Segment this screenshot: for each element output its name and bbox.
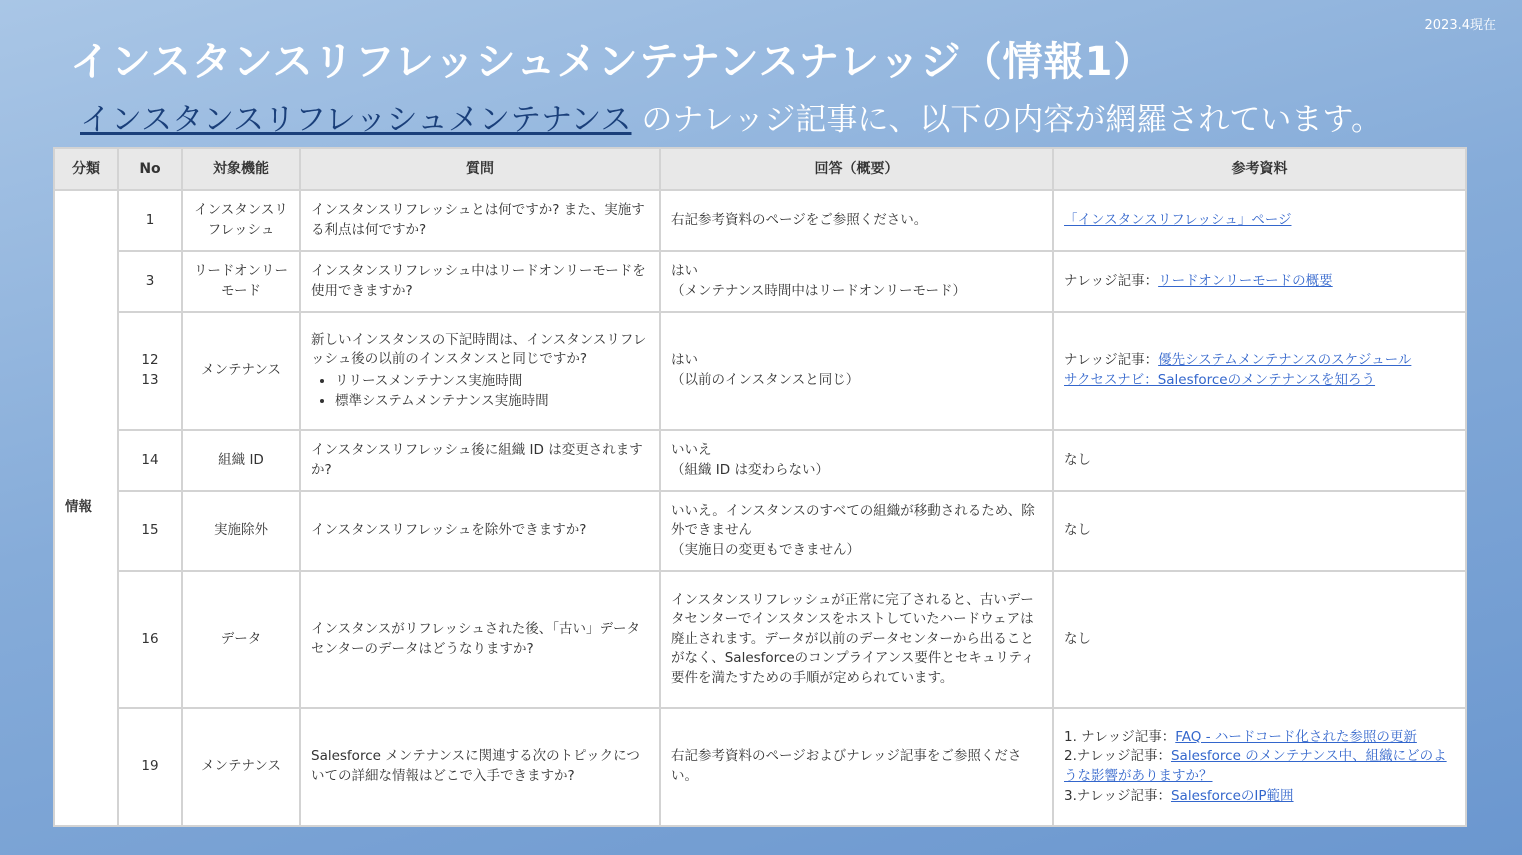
no-cell: 15 xyxy=(118,491,182,571)
question-bullet: • 標準システムメンテナンス実施時間 xyxy=(335,392,649,412)
table-row xyxy=(54,708,1466,826)
table-header-row xyxy=(54,148,1466,190)
reference-cell xyxy=(1053,312,1466,430)
feature-cell: リードオンリーモード xyxy=(182,251,300,312)
answer-cell: はい （以前のインスタンスと同じ） xyxy=(660,312,1053,430)
reference-prefix: ナレッジ記事： xyxy=(1064,352,1159,369)
answer-cell: いいえ。インスタンスのすべての組織が移動されるため、除外できません （実施日の変更もできません） xyxy=(660,491,1053,571)
header-question: 質問 xyxy=(300,148,660,190)
no-cell: 16 xyxy=(118,571,182,708)
reference-cell xyxy=(1053,708,1466,826)
no-cell: 1 xyxy=(118,190,182,251)
table-row xyxy=(54,430,1466,491)
answer-cell: インスタンスリフレッシュが正常に完了されると、古いデータセンターでインスタンスをホストしていたハードウェアは廃止されます。データが以前のデータセンターから出ることがなく、Salesforceのコンプライアンス要件とセキュリティ要件を満たすための手順が定められています。 xyxy=(660,571,1053,708)
question-cell: Salesforce メンテナンスに関連する次のトピックについての詳細な情報はどこで入手できますか? xyxy=(300,708,660,826)
feature-cell: メンテナンス xyxy=(182,708,300,826)
table-row xyxy=(54,251,1466,312)
table-row xyxy=(54,312,1466,430)
table-row xyxy=(54,190,1466,251)
reference-link[interactable]: SalesforceのIP範囲 xyxy=(1170,787,1294,804)
header-feature: 対象機能 xyxy=(182,148,300,190)
feature-cell: 実施除外 xyxy=(182,491,300,571)
answer-cell: はい （メンテナンス時間中はリードオンリーモード） xyxy=(660,251,1053,312)
reference-prefix: ナレッジ記事： xyxy=(1064,272,1159,289)
knowledge-table xyxy=(53,147,1467,827)
question-cell: インスタンスリフレッシュとは何ですか? また、実施する利点は何ですか? xyxy=(300,190,660,251)
page-title: インスタンスリフレッシュメンテナンスナレッジ（情報1） xyxy=(70,39,1155,85)
subtitle-text: のナレッジ記事に、以下の内容が網羅されています。 xyxy=(631,102,1382,138)
reference-prefix: 1. ナレッジ記事： xyxy=(1064,728,1176,745)
table-row xyxy=(54,491,1466,571)
question-cell: インスタンスがリフレッシュされた後、「古い」データセンターのデータはどうなりますか? xyxy=(300,571,660,708)
feature-cell: メンテナンス xyxy=(182,312,300,430)
reference-line xyxy=(1064,787,1455,807)
reference-line xyxy=(1064,728,1455,748)
no-cell: 14 xyxy=(118,430,182,491)
reference-link[interactable]: 優先システムメンテナンスのスケジュール xyxy=(1158,352,1412,369)
header-no: No xyxy=(118,148,182,190)
feature-cell: インスタンスリフレッシュ xyxy=(182,190,300,251)
reference-cell xyxy=(1053,190,1466,251)
reference-cell: なし xyxy=(1053,430,1466,491)
reference-line xyxy=(1064,747,1455,786)
header-category: 分類 xyxy=(54,148,118,190)
reference-link[interactable]: FAQ - ハードコード化された参照の更新 xyxy=(1175,728,1417,745)
reference-cell: なし xyxy=(1053,491,1466,571)
question-cell: インスタンスリフレッシュを除外できますか? xyxy=(300,491,660,571)
question-bullets xyxy=(311,372,649,411)
answer-cell: 右記参考資料のページをご参照ください。 xyxy=(660,190,1053,251)
reference-link[interactable]: 「インスタンスリフレッシュ」ページ xyxy=(1064,211,1292,228)
feature-cell: 組織 ID xyxy=(182,430,300,491)
reference-cell xyxy=(1053,251,1466,312)
date-label: 2023.4現在 xyxy=(1424,18,1496,33)
reference-link-secondary[interactable]: サクセスナビ：Salesforceのメンテナンスを知ろう xyxy=(1064,372,1376,388)
no-cell: 19 xyxy=(118,708,182,826)
answer-cell: いいえ （組織 ID は変わらない） xyxy=(660,430,1053,491)
reference-cell: なし xyxy=(1053,571,1466,708)
reference-prefix: 3.ナレッジ記事： xyxy=(1064,787,1171,804)
question-cell xyxy=(300,312,660,430)
answer-cell: 右記参考資料のページおよびナレッジ記事をご参照ください。 xyxy=(660,708,1053,826)
question-cell: インスタンスリフレッシュ中はリードオンリーモードを使用できますか? xyxy=(300,251,660,312)
reference-line xyxy=(1064,351,1455,371)
page-subtitle xyxy=(80,94,1382,139)
header-answer: 回答（概要） xyxy=(660,148,1053,190)
table-row xyxy=(54,571,1466,708)
knowledge-link[interactable]: インスタンスリフレッシュメンテナンス xyxy=(80,102,632,138)
reference-link[interactable]: Salesforce のメンテナンス中、組織にどのような影響がありますか？ xyxy=(1064,748,1447,784)
question-bullet: • リリースメンテナンス実施時間 xyxy=(335,372,649,392)
reference-prefix: 2.ナレッジ記事： xyxy=(1064,748,1171,765)
question-text: 新しいインスタンスの下記時間は、インスタンスリフレッシュ後の以前のインスタンスと同じですか? xyxy=(311,331,647,368)
question-cell: インスタンスリフレッシュ後に組織 ID は変更されますか? xyxy=(300,430,660,491)
header-reference: 参考資料 xyxy=(1053,148,1466,190)
no-cell: 3 xyxy=(118,251,182,312)
category-cell: 情報 xyxy=(54,190,118,826)
feature-cell: データ xyxy=(182,571,300,708)
knowledge-table-container xyxy=(53,147,1465,827)
reference-link[interactable]: リードオンリーモードの概要 xyxy=(1158,272,1333,289)
no-cell: 12 13 xyxy=(118,312,182,430)
